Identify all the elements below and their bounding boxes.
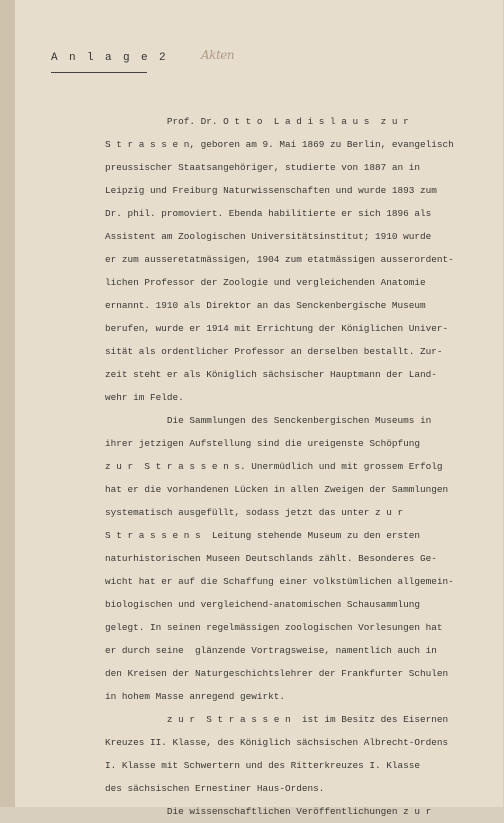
text-line: ernannt. 1910 als Direktor an das Senckenbergische Museum	[105, 300, 426, 311]
text-line: wehr im Felde.	[105, 392, 184, 403]
text-line: Prof. Dr. O t t o L a d i s l a u s z u r	[105, 116, 409, 127]
text-line: den Kreisen der Naturgeschichtslehrer der Frankfurter Schulen	[105, 668, 449, 679]
text-line: preussischer Staatsangehöriger, studierte von 1887 an in	[105, 162, 421, 173]
text-line: Assistent am Zoologischen Universitätsinstitut; 1910 wurde	[105, 231, 432, 242]
text-line: er durch seine glänzende Vortragsweise, namentlich auch in	[105, 645, 437, 656]
text-line: S t r a s s e n, geboren am 9. Mai 1869 zu Berlin, evangelisch	[105, 139, 454, 150]
text-line: er zum ausseretatmässigen, 1904 zum etatmässigen ausserordent-	[105, 254, 454, 265]
text-line: lichen Professor der Zoologie und vergleichenden Anatomie	[105, 277, 426, 288]
handwritten-annotation: Akten	[201, 48, 235, 62]
text-line: zeit steht er als Königlich sächsischer Hauptmann der Land-	[105, 369, 437, 380]
heading-underline	[51, 72, 147, 73]
text-line: berufen, wurde er 1914 mit Errichtung der Königlichen Univer-	[105, 323, 449, 334]
body-text	[105, 110, 493, 823]
text-line: gelegt. In seinen regelmässigen zoologischen Vorlesungen hat	[105, 622, 443, 633]
text-line: wicht hat er auf die Schaffung einer volkstümlichen allgemein-	[105, 576, 454, 587]
text-line: Leipzig und Freiburg Naturwissenschaften und wurde 1893 zum	[105, 185, 437, 196]
text-line: S t r a s s e n s Leitung stehende Museum zu den ersten	[105, 530, 421, 541]
page-edge-strip	[0, 0, 14, 807]
text-line: des sächsischen Ernestiner Haus-Ordens.	[105, 783, 325, 794]
text-line: Die Sammlungen des Senckenbergischen Museums in	[105, 415, 432, 426]
text-line: Kreuzes II. Klasse, des Königlich sächsischen Albrecht-Ordens	[105, 737, 449, 748]
document-page	[14, 0, 503, 817]
text-line: hat er die vorhandenen Lücken in allen Zweigen der Sammlungen	[105, 484, 449, 495]
text-line: ihrer jetzigen Aufstellung sind die ureigenste Schöpfung	[105, 438, 421, 449]
text-line: I. Klasse mit Schwertern und des Ritterkreuzes I. Klasse	[105, 760, 421, 771]
text-line: Dr. phil. promoviert. Ebenda habilitierte er sich 1896 als	[105, 208, 432, 219]
text-line: z u r S t r a s s e n s. Unermüdlich und mit grossem Erfolg	[105, 461, 443, 472]
text-line: sität als ordentlicher Professor an derselben bestallt. Zur-	[105, 346, 443, 357]
attachment-heading: A n l a g e 2	[51, 52, 169, 64]
text-line: in hohem Masse anregend gewirkt.	[105, 691, 286, 702]
text-line: systematisch ausgefüllt, sodass jetzt das unter z u r	[105, 507, 404, 518]
text-line: Die wissenschaftlichen Veröffentlichungen z u r	[105, 806, 432, 817]
text-line: naturhistorischen Museen Deutschlands zählt. Besonderes Ge-	[105, 553, 437, 564]
text-line: biologischen und vergleichend-anatomischen Schausammlung	[105, 599, 421, 610]
text-line: z u r S t r a s s e n ist im Besitz des Eisernen	[105, 714, 449, 725]
